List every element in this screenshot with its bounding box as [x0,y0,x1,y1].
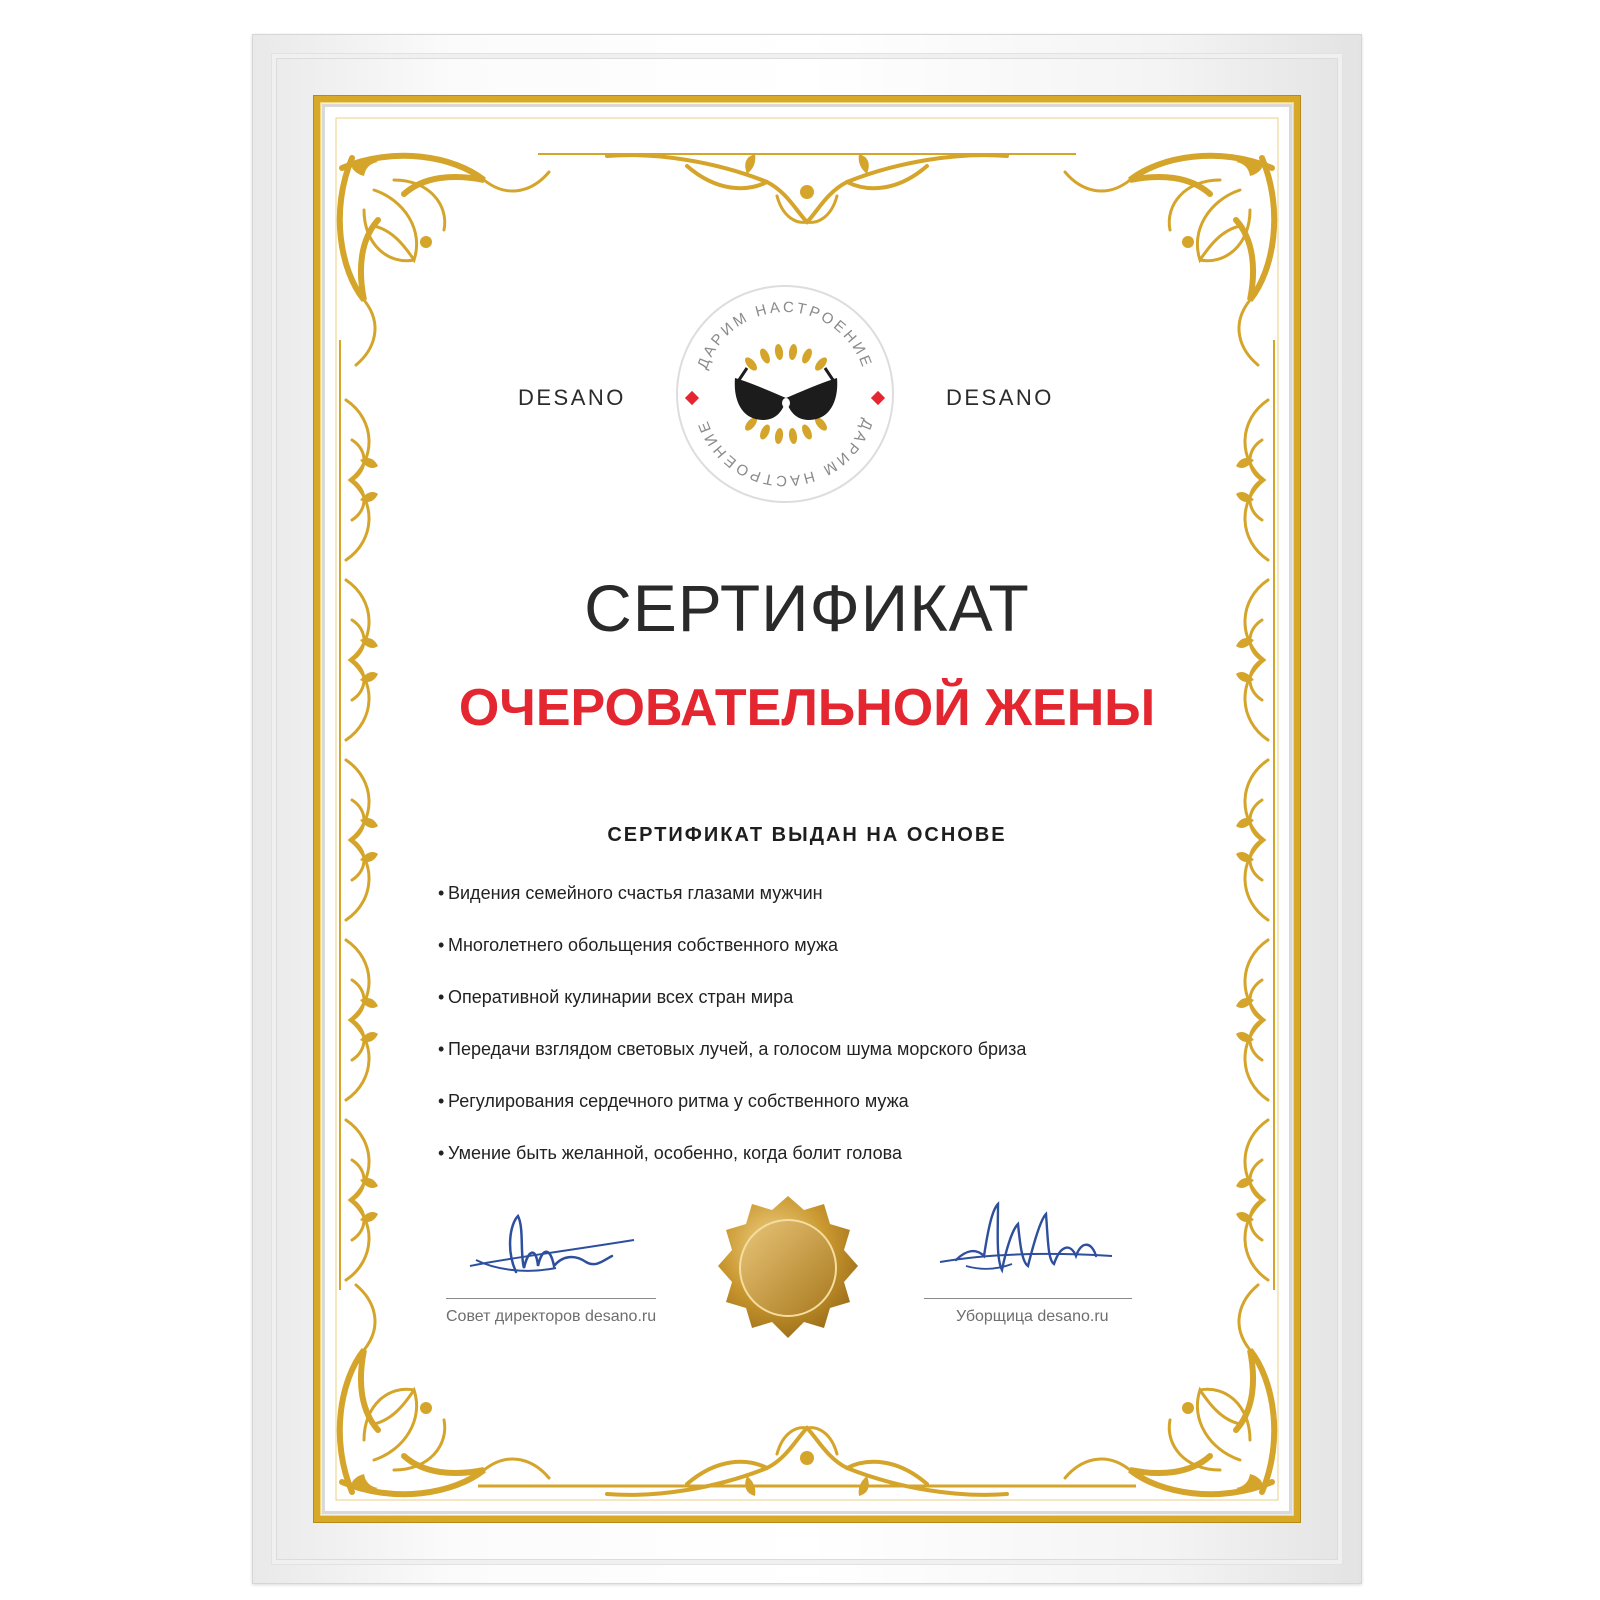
signature-line-right [924,1298,1132,1299]
brand-name-left: DESANO [518,385,626,410]
bra-icon [735,368,838,420]
diamond-left-icon [684,390,700,406]
certificate-title: СЕРТИФИКАТ [584,571,1030,645]
certificate-paper [328,110,1286,1508]
certificate-subtitle: ОЧЕРОВАТЕЛЬНОЙ ЖЕНЫ [458,679,1156,737]
basis-heading: СЕРТИФИКАТ ВЫДАН НА ОСНОВЕ [607,824,1007,846]
list-item: • Видения семейного счастья глазами мужчин [438,883,823,903]
logo-ring-text-top: ДАРИМ НАСТРОЕНИЕ [694,298,876,372]
list-item: • Оперативной кулинарии всех стран мира [438,987,794,1007]
diamond-right-icon [870,390,886,406]
svg-text:ДАРИМ НАСТРОЕНИЕ [694,417,876,490]
list-item: • Регулирования сердечного ритма у собственного мужа [438,1091,909,1111]
logo-ring-text-bottom: ДАРИМ НАСТРОЕНИЕ [694,416,876,490]
list-item: • Умение быть желанной, особенно, когда болит голова [438,1143,902,1163]
signature-caption-left: Совет директоров desano.ru [446,1308,657,1325]
picture-frame [252,34,1362,1584]
svg-text:ДАРИМ НАСТРОЕНИЕ [694,299,876,372]
desano-logo [673,282,897,506]
list-item: • Многолетнего обольщения собственного мужа [438,935,839,955]
signature-right [936,1200,1116,1290]
basis-list [438,882,1026,1194]
signature-left [466,1210,636,1290]
list-item: • Передачи взглядом световых лучей, а голосом шума морского бриза [438,1039,1027,1059]
signature-caption-right: Уборщица desano.ru [956,1308,1109,1325]
brand-name-right: DESANO [946,385,1054,410]
signature-line-left [446,1298,656,1299]
logo-ring [677,286,893,502]
gold-seal-icon [708,1192,868,1352]
